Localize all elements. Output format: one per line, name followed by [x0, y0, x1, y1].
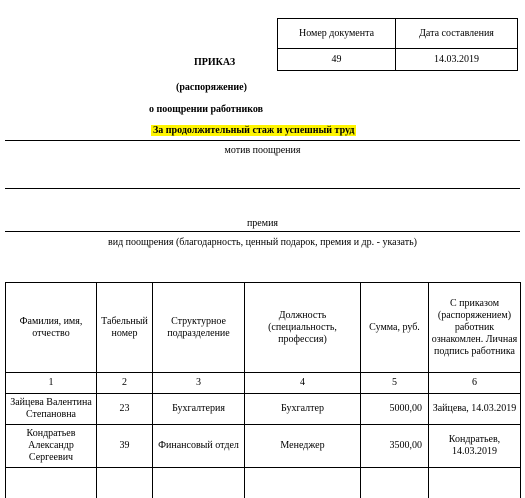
col-number: 3 [153, 373, 245, 394]
doc-date-value: 14.03.2019 [396, 49, 518, 71]
table-header-row [6, 283, 521, 373]
motive-caption: мотив поощрения [5, 145, 520, 156]
col-number: 1 [6, 373, 97, 394]
doc-date-header: Дата составления [396, 19, 518, 49]
col-number: 5 [361, 373, 429, 394]
blank-line [5, 188, 520, 189]
motive-value: За продолжительный стаж и успешный труд [151, 125, 356, 136]
reward-value: премия [5, 218, 520, 229]
doc-number-value: 49 [278, 49, 396, 71]
cell-tab-number: 39 [97, 425, 153, 468]
reward-caption: вид поощрения (благодарность, ценный подарок, премия и др. - указать) [5, 237, 520, 248]
cell-department: Бухгалтерия [153, 394, 245, 425]
cell-sum: 3500,00 [361, 425, 429, 468]
empty-cell [153, 468, 245, 498]
cell-position: Бухгалтер [245, 394, 361, 425]
cell-signature: Кондратьев, 14.03.2019 [429, 425, 521, 468]
table-row [6, 425, 521, 468]
empty-cell [6, 468, 97, 498]
reward-line [5, 231, 520, 232]
col-number: 2 [97, 373, 153, 394]
order-subtitle: (распоряжение) [176, 82, 247, 93]
header-department: Структурное подразделение [153, 283, 245, 373]
table-row-empty [6, 468, 521, 498]
cell-name: Кондратьев Александр Сергеевич [6, 425, 97, 468]
document-info-table [277, 18, 518, 71]
table-row [6, 394, 521, 425]
table-number-row [6, 373, 521, 394]
header-signature: С приказом (распоряжением) работник ознакомлен. Личная подпись работника [429, 283, 521, 373]
header-sum: Сумма, руб. [361, 283, 429, 373]
motive-line [5, 140, 520, 141]
cell-tab-number: 23 [97, 394, 153, 425]
empty-cell [429, 468, 521, 498]
employees-table [5, 282, 521, 498]
cell-signature: Зайцева, 14.03.2019 [429, 394, 521, 425]
header-position: Должность (специальность, профессия) [245, 283, 361, 373]
cell-department: Финансовый отдел [153, 425, 245, 468]
order-about: о поощрении работников [149, 104, 263, 115]
header-tab-number: Табельный номер [97, 283, 153, 373]
col-number: 4 [245, 373, 361, 394]
col-number: 6 [429, 373, 521, 394]
cell-position: Менеджер [245, 425, 361, 468]
empty-cell [245, 468, 361, 498]
doc-number-header: Номер документа [278, 19, 396, 49]
empty-cell [361, 468, 429, 498]
header-name: Фамилия, имя, отчество [6, 283, 97, 373]
cell-sum: 5000,00 [361, 394, 429, 425]
order-title: ПРИКАЗ [194, 57, 235, 68]
cell-name: Зайцева Валентина Степановна [6, 394, 97, 425]
empty-cell [97, 468, 153, 498]
